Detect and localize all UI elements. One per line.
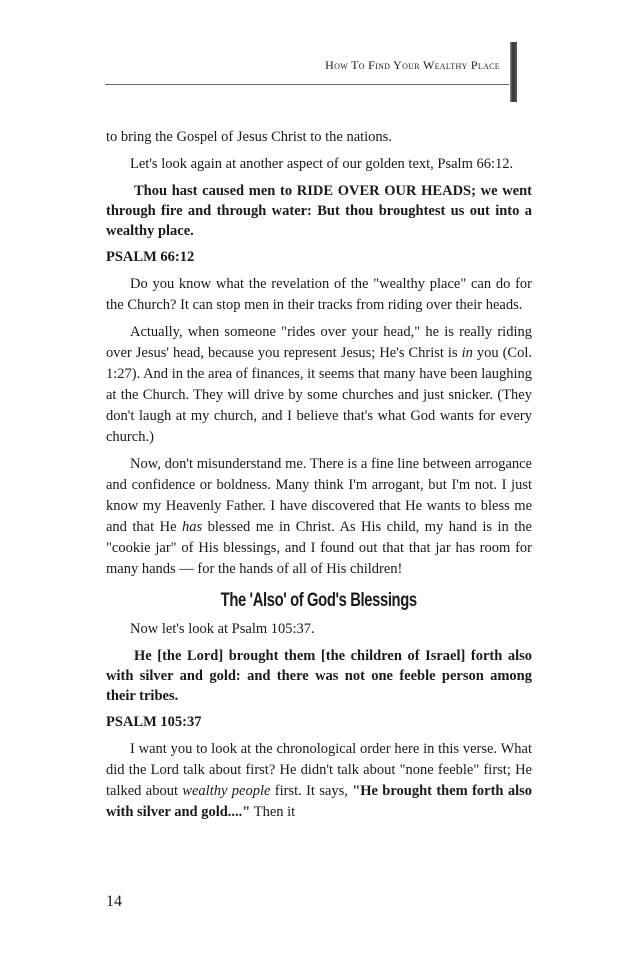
text-run: you (Col. 1:27). And in the area of finances, it seems that many have been laughing at the Church. They will drive by some churches and just snicker. (They don't laugh at my church, and I believe that's what God wants for every church.)	[106, 345, 533, 445]
paragraph-golden-text: Let's look again at another aspect of our golden text, Psalm 66:12.	[130, 156, 514, 172]
bold-run: "He brought them forth also with silver and gold...."	[106, 783, 532, 820]
scripture-quote: He [the Lord] brought them [the children of Israel] forth also with silver and gold: and there was not one feeble person among their tribes.	[106, 648, 532, 704]
header-rule	[105, 84, 509, 85]
paragraph-continuation: to bring the Gospel of Jesus Christ to the nations.	[106, 129, 392, 145]
paragraph-chronological	[106, 739, 532, 823]
text-run: Actually, when someone "rides over your head," he is really riding over Jesus' head, because you represent Jesus; He's Christ is	[106, 324, 532, 361]
paragraph-rides-over	[106, 322, 532, 448]
paragraph-wealthy-place: Do you know what the revelation of the "wealthy place" can do for the Church? It can stop men in their tracks from riding over their heads.	[106, 276, 532, 313]
text-run: I want you to look at the chronological order here in this verse. What did the Lord talk about first? He didn't talk about "none feeble" first; He talked about	[106, 741, 532, 799]
italic-run: wealthy people	[182, 783, 271, 799]
paragraph-psalm-105: Now let's look at Psalm 105:37.	[130, 621, 315, 637]
text-run: first. It says,	[270, 783, 353, 799]
paragraph-fine-line	[106, 454, 532, 580]
text-run: Now, don't misunderstand me. There is a fine line between arrogance and confidence or boldness. Many think I'm arrogant, but I'm not. I just know my Heavenly Father. I have discovered that He wants to bless me and that He	[106, 456, 532, 535]
section-heading	[106, 590, 532, 611]
text-run: blessed me in Christ. As His child, my hand is in the "cookie jar" of His blessings, and I found out that that jar has room for many hands — for the hands of all of His children!	[106, 519, 532, 577]
scripture-reference: PSALM 66:12	[106, 249, 195, 265]
section-heading-text: The 'Also' of God's Blessings	[220, 590, 418, 611]
italic-run: has	[182, 519, 203, 535]
scripture-quote: Thou hast caused men to RIDE OVER OUR HEADS; we went through fire and through water: But thou broughtest us out into a wealthy place.	[106, 183, 532, 239]
header-bar	[510, 42, 517, 102]
scripture-reference: PSALM 105:37	[106, 714, 202, 730]
italic-run: in	[461, 345, 473, 361]
page-content	[106, 127, 532, 829]
page-number: 14	[106, 893, 122, 910]
text-run: Then it	[250, 804, 296, 820]
running-head: How To Find Your Wealthy Place	[325, 58, 500, 72]
